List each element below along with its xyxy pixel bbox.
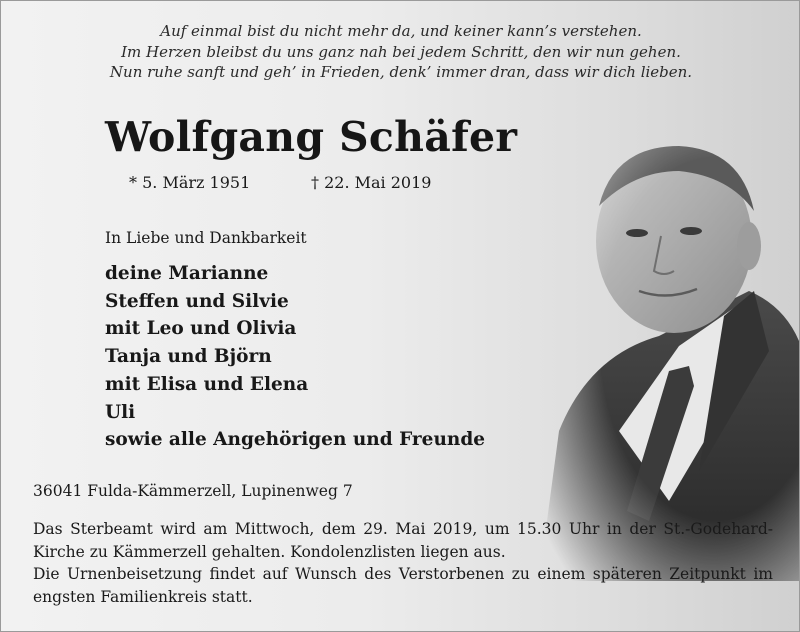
funeral-mass-text: Das Sterbeamt wird am Mittwoch, dem 29. Mai 2019, um 15.30 Uhr in der St.-Godehard-Kirche zu Kämmerzell gehalten. Kondolenzlisten liegen aus. <box>33 520 773 561</box>
poem-line: Im Herzen bleibst du uns ganz nah bei jedem Schritt, den wir nun gehen. <box>121 42 681 61</box>
mourner-entry: mit Leo und Olivia <box>105 318 297 340</box>
birth-date: * 5. März 1951 <box>129 173 251 192</box>
portrait-photo <box>519 141 799 581</box>
deceased-name: Wolfgang Schäfer <box>105 113 518 161</box>
urn-burial-text: Die Urnenbeisetzung findet auf Wunsch des Verstorbenen zu einem späteren Zeitpunkt im engsten Familienkreis statt. <box>33 565 773 606</box>
mourner-entry: Uli <box>105 401 136 423</box>
mourner-entry: Steffen und Silvie <box>105 290 289 312</box>
death-date: † 22. Mai 2019 <box>311 173 432 192</box>
portrait-illustration <box>519 141 799 581</box>
mourner-entry: Tanja und Björn <box>105 346 272 368</box>
poem-line: Nun ruhe sanft und geh’ in Frieden, denk’ immer dran, dass wir dich lieben. <box>109 63 693 81</box>
mourner-entry: mit Elisa und Elena <box>105 373 309 395</box>
mourner-entry: sowie alle Angehörigen und Freunde <box>105 429 486 451</box>
mourner-entry: deine Marianne <box>105 263 269 284</box>
address: 36041 Fulda-Kämmerzell, Lupinenweg 7 <box>33 482 353 500</box>
poem-line: Auf einmal bist du nicht mehr da, und keiner kann’s verstehen. <box>160 22 642 40</box>
thanks-line: In Liebe und Dankbarkeit <box>105 229 307 247</box>
mourners-list <box>105 260 485 454</box>
poem <box>101 21 701 83</box>
announcement <box>33 518 773 608</box>
